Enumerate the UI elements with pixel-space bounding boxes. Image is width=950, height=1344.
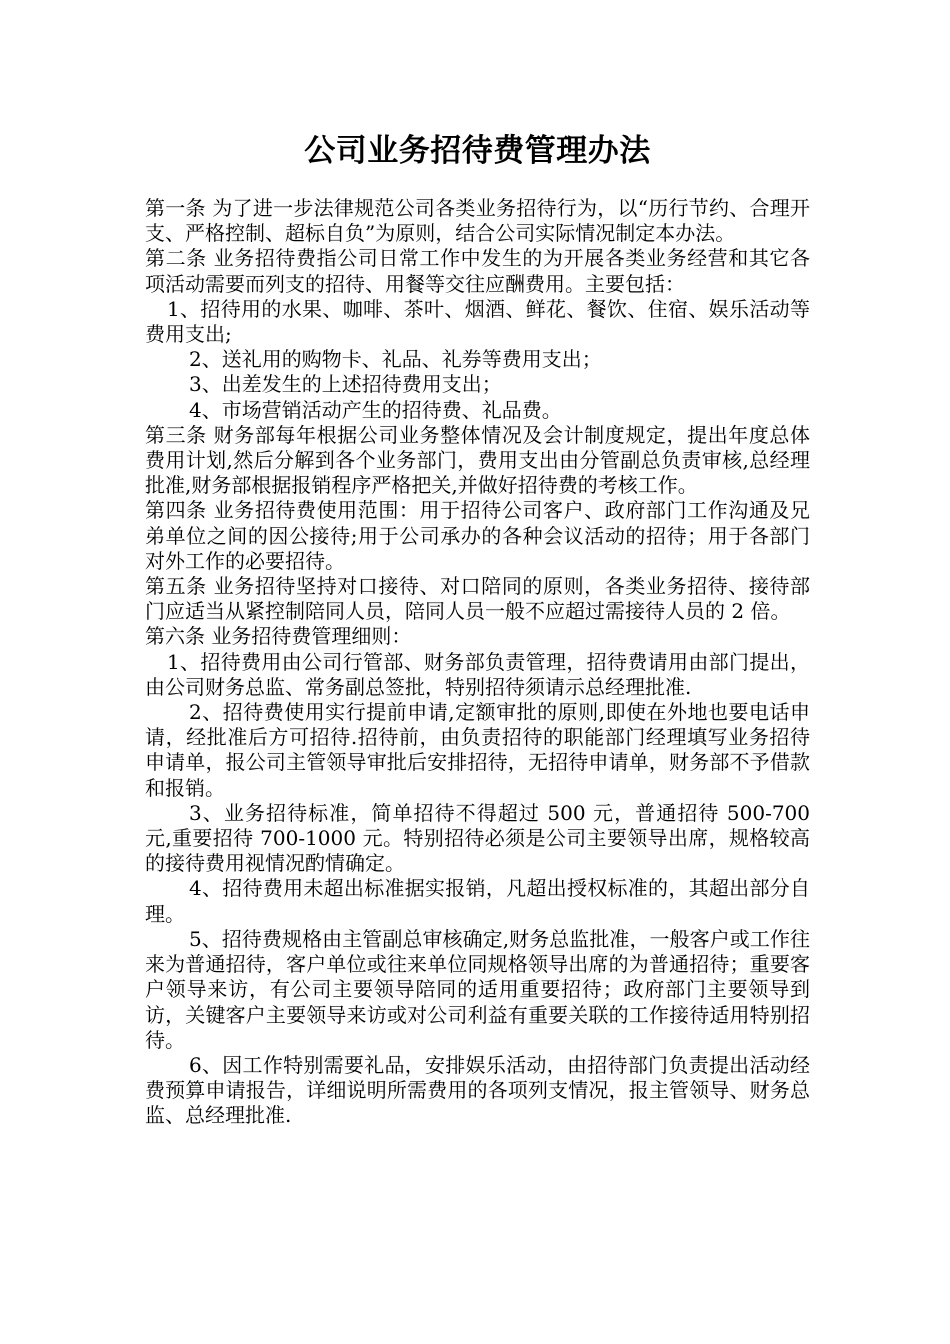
article-2-item-1: 1、招待用的水果、咖啡、茶叶、烟酒、鲜花、餐饮、住宿、娱乐活动等费用支出;: [145, 296, 810, 347]
article-3: 第三条 财务部每年根据公司业务整体情况及会计制度规定，提出年度总体费用计划,然后分解到各个业务部门，费用支出由分管副总负责审核,总经理批准,财务部根据报销程序严格把关,并做好招待费的考核工作。: [145, 422, 810, 498]
article-5: 第五条 业务招待坚持对口接待、对口陪同的原则，各类业务招待、接待部门应适当从紧控制陪同人员，陪同人员一般不应超过需接待人员的 2 倍。: [145, 574, 810, 624]
article-2: 第二条 业务招待费指公司日常工作中发生的为开展各类业务经营和其它各项活动需要而列支的招待、用餐等交往应酬费用。主要包括：: [145, 246, 810, 296]
article-2-item-3: 3、出差发生的上述招待费用支出；: [189, 372, 502, 397]
article-6: 第六条 业务招待费管理细则：: [145, 624, 412, 649]
article-2-item-4: 4、市场营销活动产生的招待费、礼品费。: [189, 397, 562, 422]
article-6-item-1: 1、招待费用由公司行管部、财务部负责管理，招待费请用由部门提出，由公司财务总监、常务副总签批，特别招待须请示总经理批准.: [145, 649, 810, 699]
article-6-item-3: 3、业务招待标准，简单招待不得超过 500 元，普通招待 500-700 元,重要招待 700-1000 元。特别招待必须是公司主要领导出席，规格较高的接待费用视情况酌情确定。: [145, 800, 810, 876]
article-6-item-5: 5、招待费规格由主管副总审核确定,财务总监批准，一般客户或工作往来为普通招待，客户单位或往来单位同规格领导出席的为普通招待；重要客户领导来访，有公司主要领导陪同的适用重要招待；政府部门主要领导到访，关键客户主要领导来访或对公司利益有重要关联的工作接待适用特别招待。: [145, 926, 810, 1052]
document-title: 公司业务招待费管理办法: [304, 133, 651, 169]
article-1: 第一条 为了进一步法律规范公司各类业务招待行为，以“历行节约、合理开支、严格控制、超标自负”为原则，结合公司实际情况制定本办法。: [145, 196, 810, 246]
article-4: 第四条 业务招待费使用范围：用于招待公司客户、政府部门工作沟通及兄弟单位之间的因公接待;用于公司承办的各种会议活动的招待；用于各部门对外工作的必要招待。: [145, 498, 810, 573]
article-2-item-2: 2、送礼用的购物卡、礼品、礼券等费用支出；: [189, 347, 602, 372]
article-6-item-6: 6、因工作特别需要礼品，安排娱乐活动，由招待部门负责提出活动经费预算申请报告，详细说明所需费用的各项列支情况，报主管领导、财务总监、总经理批准.: [145, 1052, 810, 1128]
document-page: [145, 128, 810, 1129]
article-6-item-2: 2、招待费使用实行提前申请,定额审批的原则,即使在外地也要电话申请，经批准后方可招待.招待前，由负责招待的职能部门经理填写业务招待申请单，报公司主管领导审批后安排招待，无招待申请单，财务部不予借款和报销。: [145, 700, 810, 800]
article-6-item-4: 4、招待费用未超出标准据实报销，凡超出授权标准的，其超出部分自理。: [145, 876, 810, 926]
